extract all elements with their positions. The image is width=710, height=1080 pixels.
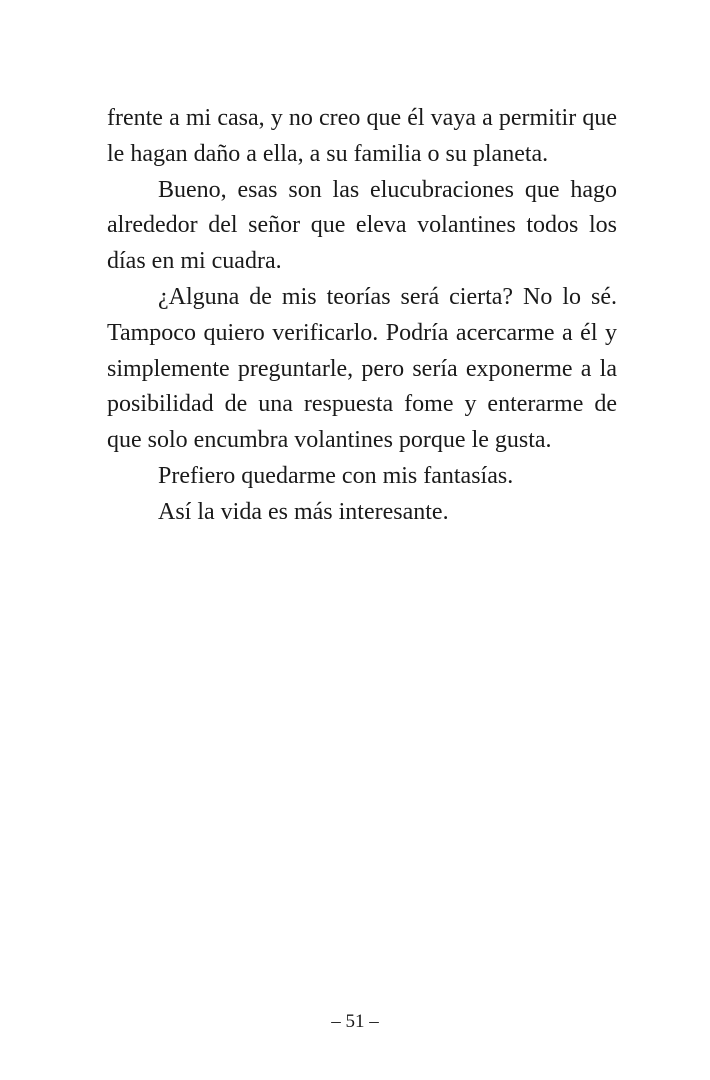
paragraph-vida-interesante: Así la vida es más interesante.	[158, 498, 449, 525]
body-text	[107, 101, 617, 531]
paragraph-elucubraciones: Bueno, esas son las elucubraciones que hago alrededor del señor que eleva volantines todos los días en mi cuadra.	[107, 176, 617, 275]
paragraph-continuation: frente a mi casa, y no creo que él vaya a permitir que le hagan daño a ella, a su familia o su planeta.	[107, 105, 617, 167]
page-number: – 51 –	[331, 1011, 379, 1032]
paragraph-fantasias: Prefiero quedarme con mis fantasías.	[158, 462, 514, 489]
paragraph-teorias: ¿Alguna de mis teorías será cierta? No lo sé. Tampoco quiero verificarlo. Podría acercarme a él y simplemente preguntarle, pero sería exponerme a la posibilidad de una respuesta fome y enterarme de que solo encumbra volantines porque le gusta.	[107, 283, 617, 454]
